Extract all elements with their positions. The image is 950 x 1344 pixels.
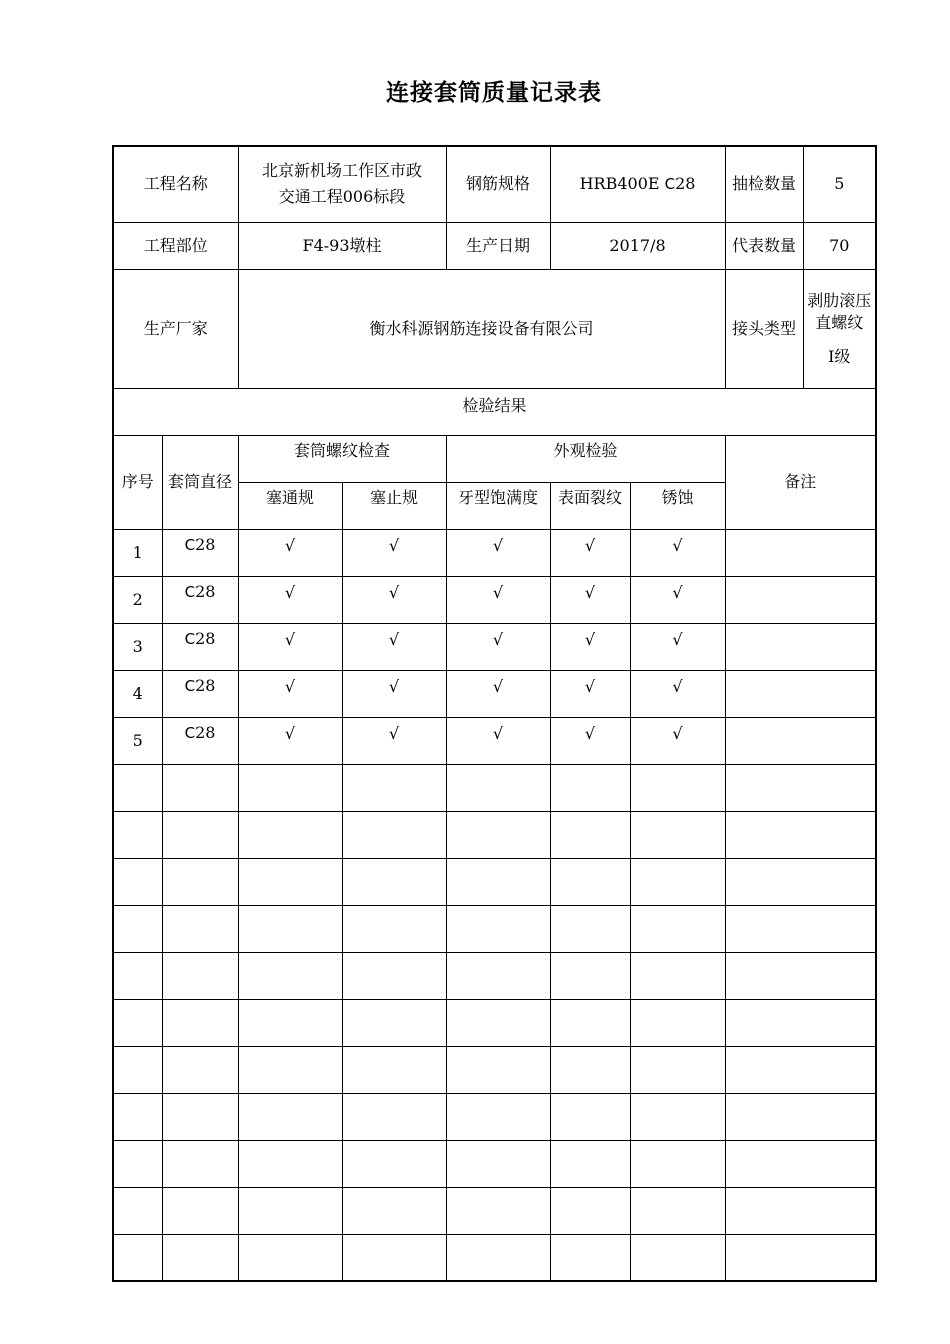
row-nogo-check: √ — [342, 529, 446, 576]
col-appearance-group-header: 外观检验 — [446, 435, 725, 482]
empty-cell — [725, 1046, 876, 1093]
row-nogo-check: √ — [342, 623, 446, 670]
empty-cell — [725, 811, 876, 858]
joint-type-line3: I级 — [828, 346, 851, 366]
empty-cell — [446, 811, 550, 858]
empty-cell — [725, 1187, 876, 1234]
row-rust-check: √ — [630, 576, 725, 623]
empty-table-row — [113, 999, 876, 1046]
rebar-grade-symbol: C — [664, 175, 676, 194]
empty-cell — [550, 764, 630, 811]
empty-cell — [446, 1234, 550, 1281]
col-rust-header: 锈蚀 — [630, 482, 725, 529]
empty-cell — [113, 1140, 162, 1187]
table-row — [113, 623, 876, 670]
prod-date-value: 2017/8 — [550, 222, 725, 269]
row-thread-full-check: √ — [446, 576, 550, 623]
rebar-grade-symbol: C — [184, 629, 196, 648]
empty-cell — [342, 1187, 446, 1234]
empty-cell — [725, 1093, 876, 1140]
empty-cell — [342, 764, 446, 811]
empty-cell — [162, 811, 238, 858]
empty-table-row — [113, 1093, 876, 1140]
empty-table-row — [113, 1234, 876, 1281]
empty-cell — [342, 1234, 446, 1281]
column-header-row-1 — [113, 435, 876, 482]
results-title-row — [113, 388, 876, 435]
row-rust-check: √ — [630, 529, 725, 576]
rebar-spec-prefix: HRB400E — [579, 174, 665, 194]
col-surface-crack-header: 表面裂纹 — [550, 482, 630, 529]
empty-cell — [113, 1187, 162, 1234]
sample-qty-label: 抽检数量 — [725, 146, 803, 222]
col-nogo-gauge-header: 塞止规 — [342, 482, 446, 529]
empty-table-row — [113, 1140, 876, 1187]
row-remark — [725, 576, 876, 623]
empty-table-row — [113, 952, 876, 999]
joint-type-line2: 直螺纹 — [815, 312, 864, 332]
row-seq: 4 — [113, 670, 162, 717]
empty-cell — [630, 858, 725, 905]
joint-type-line1: 剥肋滚压 — [807, 290, 872, 310]
empty-cell — [630, 952, 725, 999]
empty-cell — [446, 1187, 550, 1234]
sample-qty-value: 5 — [803, 146, 876, 222]
row-rust-check: √ — [630, 717, 725, 764]
project-part-row — [113, 222, 876, 269]
prod-date-label: 生产日期 — [446, 222, 550, 269]
rebar-spec-label: 钢筋规格 — [446, 146, 550, 222]
empty-cell — [162, 905, 238, 952]
row-nogo-check: √ — [342, 670, 446, 717]
empty-cell — [342, 905, 446, 952]
empty-cell — [446, 999, 550, 1046]
empty-cell — [550, 999, 630, 1046]
rep-qty-label: 代表数量 — [725, 222, 803, 269]
row-surface-crack-check: √ — [550, 529, 630, 576]
empty-cell — [446, 1093, 550, 1140]
empty-cell — [238, 952, 342, 999]
row-thread-full-check: √ — [446, 529, 550, 576]
row-go-check: √ — [238, 576, 342, 623]
row-nogo-check: √ — [342, 717, 446, 764]
manufacturer-value: 衡水科源钢筋连接设备有限公司 — [238, 269, 725, 388]
project-name-line2: 交通工程006标段 — [278, 187, 406, 207]
row-remark — [725, 717, 876, 764]
rebar-spec-size: 28 — [675, 174, 696, 194]
row-go-check: √ — [238, 670, 342, 717]
empty-cell — [238, 1046, 342, 1093]
empty-cell — [162, 1187, 238, 1234]
empty-cell — [550, 1140, 630, 1187]
empty-cell — [725, 1234, 876, 1281]
empty-cell — [342, 1140, 446, 1187]
empty-cell — [113, 858, 162, 905]
project-name-label: 工程名称 — [113, 146, 238, 222]
empty-cell — [238, 764, 342, 811]
col-go-gauge-header: 塞通规 — [238, 482, 342, 529]
empty-table-row — [113, 811, 876, 858]
empty-table-row — [113, 905, 876, 952]
empty-cell — [446, 952, 550, 999]
empty-table-row — [113, 1187, 876, 1234]
empty-cell — [342, 999, 446, 1046]
empty-cell — [550, 905, 630, 952]
col-remark-header: 备注 — [725, 435, 876, 529]
empty-cell — [550, 1093, 630, 1140]
empty-cell — [446, 764, 550, 811]
empty-cell — [342, 858, 446, 905]
joint-type-label: 接头类型 — [725, 269, 803, 388]
empty-table-row — [113, 858, 876, 905]
empty-table-row — [113, 764, 876, 811]
row-surface-crack-check: √ — [550, 623, 630, 670]
empty-cell — [550, 858, 630, 905]
empty-cell — [238, 811, 342, 858]
col-thread-group-header: 套筒螺纹检查 — [238, 435, 446, 482]
row-rust-check: √ — [630, 623, 725, 670]
project-name-row — [113, 146, 876, 222]
project-name-value — [238, 146, 446, 222]
manufacturer-row — [113, 269, 876, 388]
empty-cell — [630, 1234, 725, 1281]
empty-cell — [342, 811, 446, 858]
row-diameter — [162, 717, 238, 764]
empty-cell — [162, 999, 238, 1046]
manufacturer-label: 生产厂家 — [113, 269, 238, 388]
rebar-grade-symbol: C — [184, 582, 196, 601]
empty-cell — [550, 811, 630, 858]
empty-cell — [725, 764, 876, 811]
row-nogo-check: √ — [342, 576, 446, 623]
empty-cell — [630, 1140, 725, 1187]
row-thread-full-check: √ — [446, 623, 550, 670]
row-diameter-size: 28 — [195, 581, 216, 601]
empty-cell — [113, 811, 162, 858]
empty-cell — [550, 1046, 630, 1093]
table-row — [113, 717, 876, 764]
quality-record-table — [112, 145, 877, 1282]
empty-cell — [446, 858, 550, 905]
empty-cell — [630, 1187, 725, 1234]
empty-cell — [550, 1234, 630, 1281]
empty-cell — [113, 1093, 162, 1140]
rep-qty-value: 70 — [803, 222, 876, 269]
row-go-check: √ — [238, 717, 342, 764]
empty-cell — [725, 1140, 876, 1187]
empty-cell — [725, 905, 876, 952]
col-diameter-header: 套筒直径 — [162, 435, 238, 529]
empty-cell — [238, 1234, 342, 1281]
empty-cell — [113, 1046, 162, 1093]
row-diameter — [162, 623, 238, 670]
empty-cell — [162, 1046, 238, 1093]
row-rust-check: √ — [630, 670, 725, 717]
empty-cell — [550, 1187, 630, 1234]
row-diameter — [162, 670, 238, 717]
project-part-label: 工程部位 — [113, 222, 238, 269]
page-title: 连接套筒质量记录表 — [386, 80, 602, 106]
empty-cell — [113, 764, 162, 811]
empty-cell — [162, 858, 238, 905]
row-diameter-size: 28 — [195, 628, 216, 648]
empty-cell — [113, 1234, 162, 1281]
row-seq: 2 — [113, 576, 162, 623]
project-part-value: F4-93墩柱 — [238, 222, 446, 269]
empty-cell — [342, 1046, 446, 1093]
empty-cell — [725, 952, 876, 999]
col-seq-header: 序号 — [113, 435, 162, 529]
table-row — [113, 529, 876, 576]
row-seq: 5 — [113, 717, 162, 764]
empty-cell — [113, 905, 162, 952]
empty-cell — [630, 1046, 725, 1093]
empty-cell — [342, 952, 446, 999]
rebar-grade-symbol: C — [184, 676, 196, 695]
empty-cell — [446, 1140, 550, 1187]
row-remark — [725, 670, 876, 717]
empty-cell — [162, 1093, 238, 1140]
empty-cell — [238, 1187, 342, 1234]
empty-cell — [238, 1093, 342, 1140]
empty-cell — [113, 952, 162, 999]
row-surface-crack-check: √ — [550, 717, 630, 764]
row-remark — [725, 529, 876, 576]
row-diameter — [162, 529, 238, 576]
table-row — [113, 670, 876, 717]
empty-cell — [550, 952, 630, 999]
empty-cell — [162, 952, 238, 999]
row-diameter-size: 28 — [195, 534, 216, 554]
empty-cell — [630, 811, 725, 858]
row-thread-full-check: √ — [446, 670, 550, 717]
row-remark — [725, 623, 876, 670]
rebar-grade-symbol: C — [184, 535, 196, 554]
empty-cell — [446, 905, 550, 952]
empty-cell — [342, 1093, 446, 1140]
empty-cell — [725, 858, 876, 905]
table-row — [113, 576, 876, 623]
row-surface-crack-check: √ — [550, 670, 630, 717]
empty-cell — [630, 999, 725, 1046]
rebar-spec-value — [550, 146, 725, 222]
empty-cell — [238, 1140, 342, 1187]
row-diameter-size: 28 — [195, 722, 216, 742]
joint-type-value — [803, 269, 876, 388]
empty-cell — [630, 1093, 725, 1140]
row-diameter-size: 28 — [195, 675, 216, 695]
empty-table-row — [113, 1046, 876, 1093]
empty-cell — [238, 858, 342, 905]
empty-cell — [162, 1234, 238, 1281]
empty-cell — [238, 999, 342, 1046]
row-go-check: √ — [238, 623, 342, 670]
row-surface-crack-check: √ — [550, 576, 630, 623]
results-title: 检验结果 — [113, 388, 876, 435]
empty-cell — [630, 764, 725, 811]
project-name-line1: 北京新机场工作区市政 — [262, 161, 423, 181]
row-go-check: √ — [238, 529, 342, 576]
row-seq: 3 — [113, 623, 162, 670]
row-thread-full-check: √ — [446, 717, 550, 764]
empty-cell — [113, 999, 162, 1046]
empty-cell — [630, 905, 725, 952]
empty-cell — [162, 764, 238, 811]
row-seq: 1 — [113, 529, 162, 576]
col-thread-full-header: 牙型饱满度 — [446, 482, 550, 529]
empty-cell — [238, 905, 342, 952]
empty-cell — [725, 999, 876, 1046]
rebar-grade-symbol: C — [184, 723, 196, 742]
empty-cell — [446, 1046, 550, 1093]
empty-cell — [162, 1140, 238, 1187]
row-diameter — [162, 576, 238, 623]
